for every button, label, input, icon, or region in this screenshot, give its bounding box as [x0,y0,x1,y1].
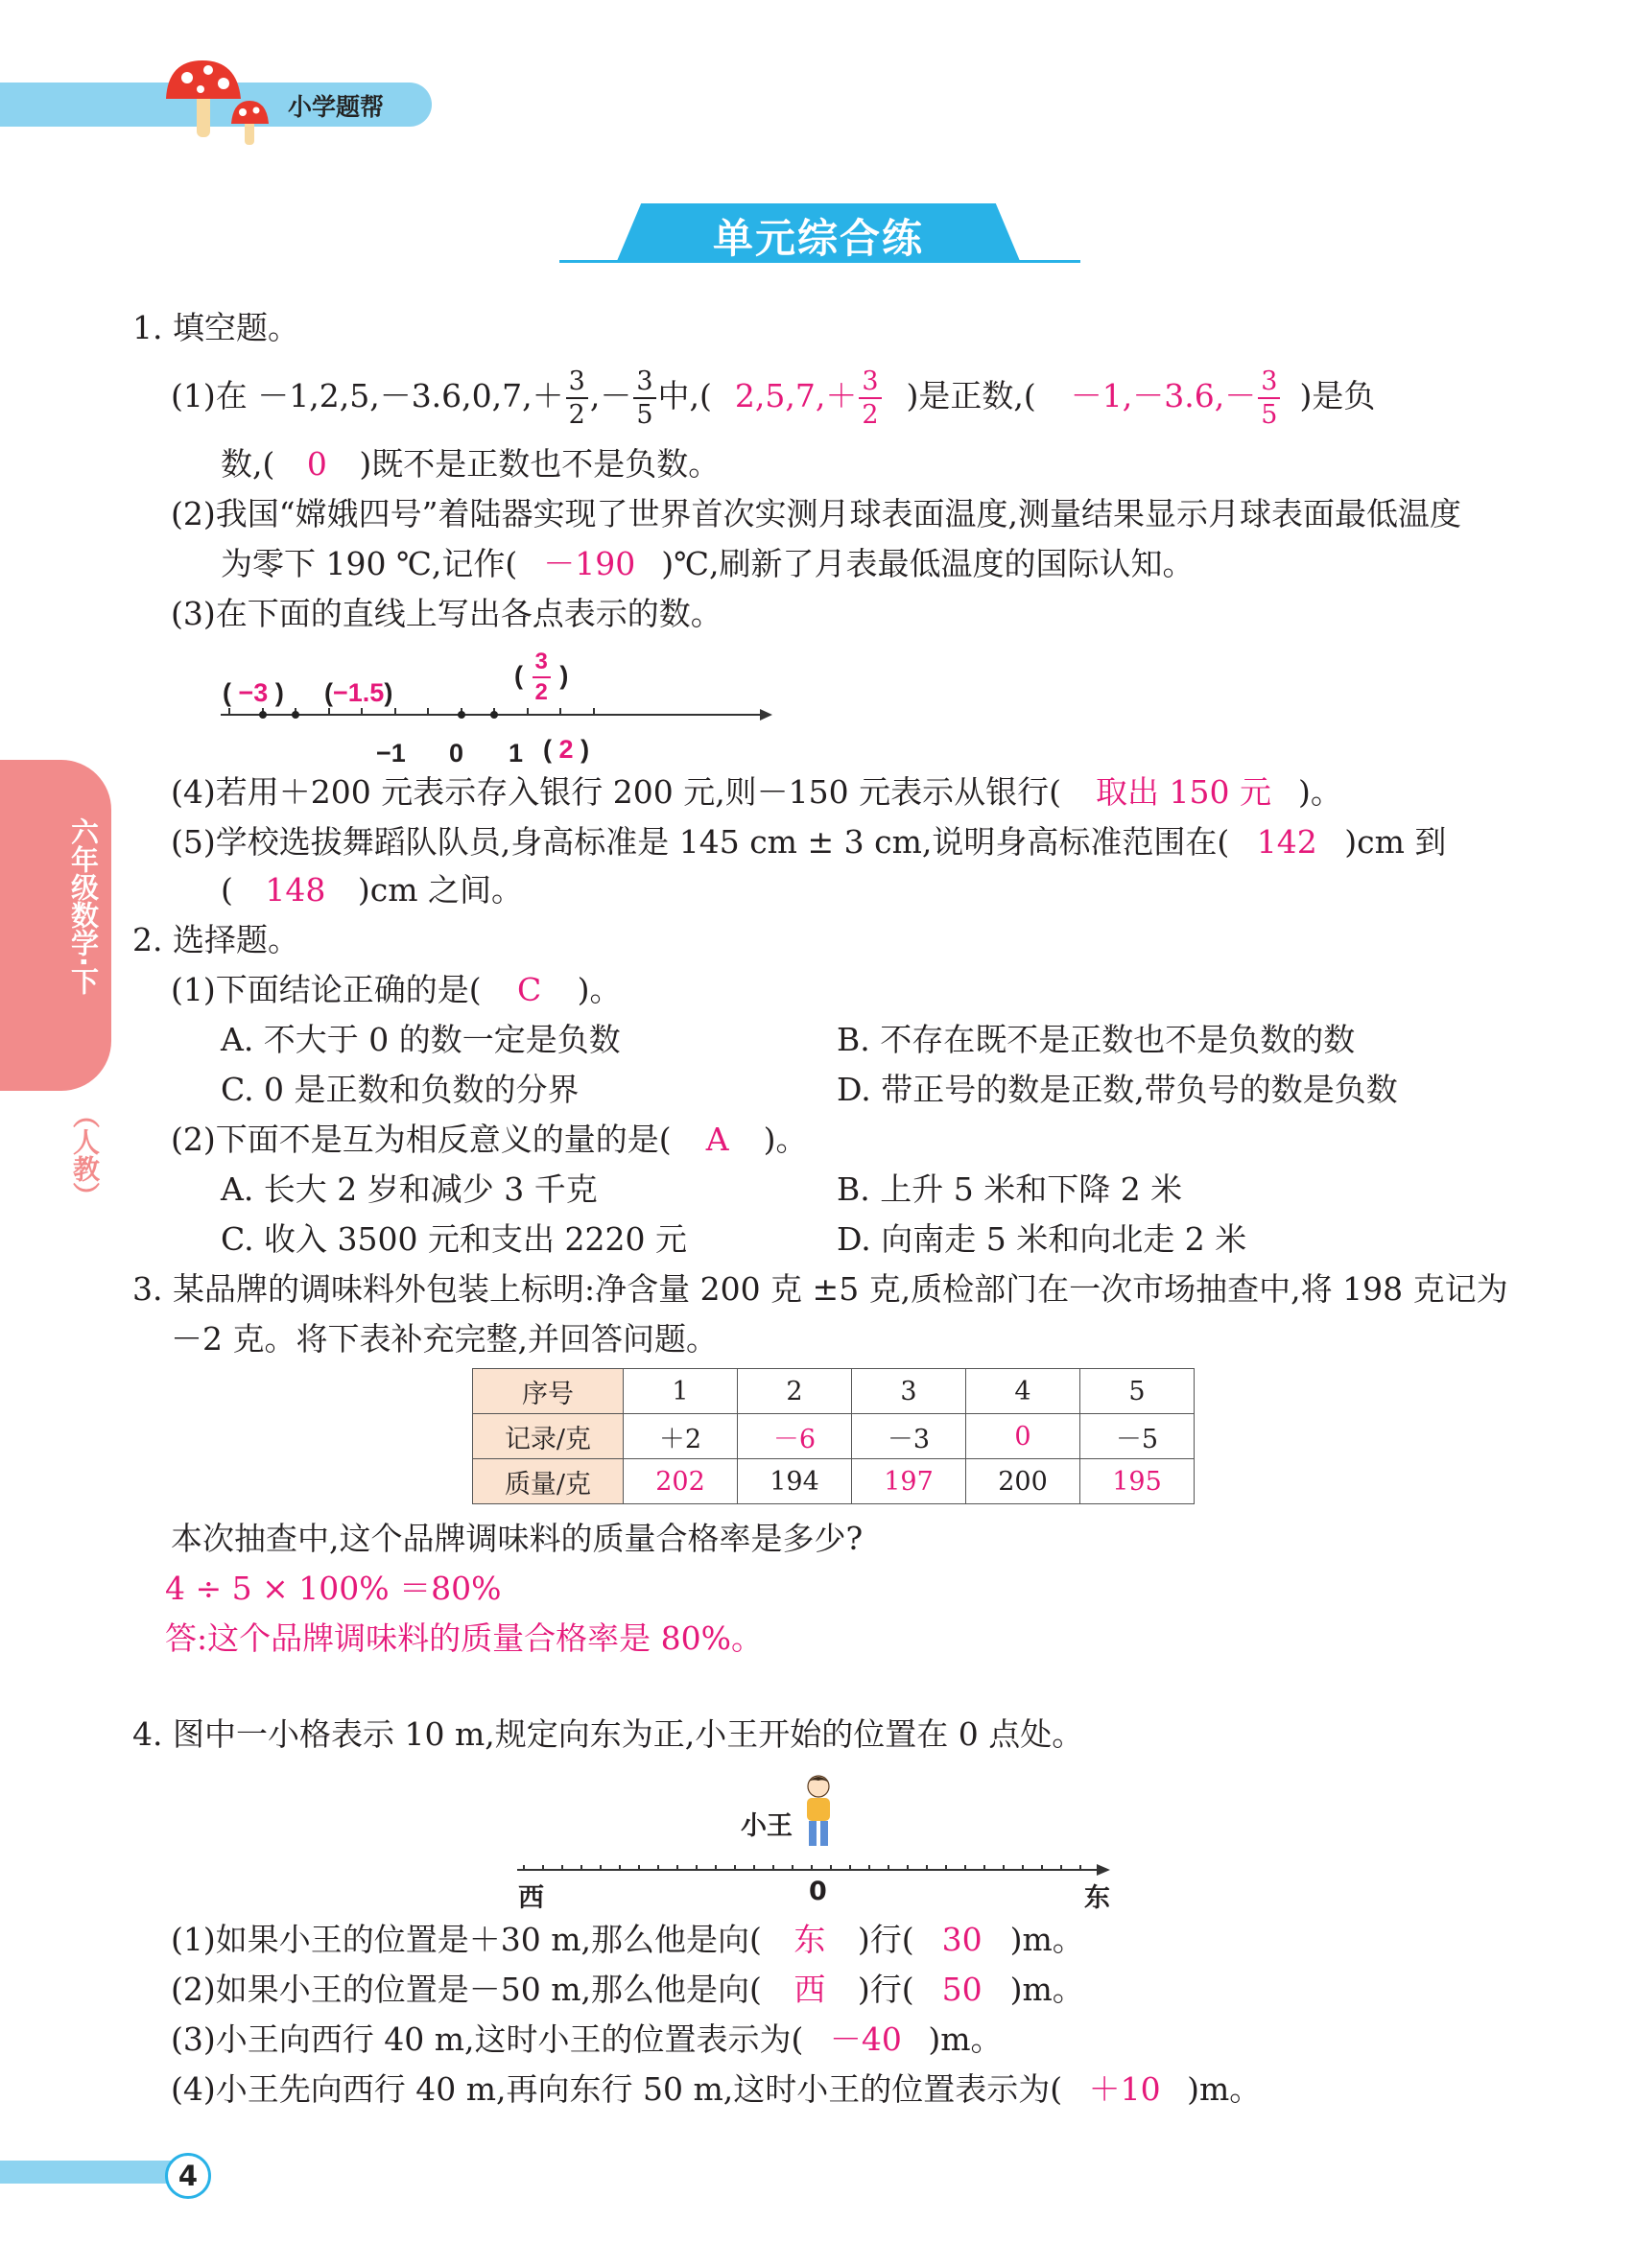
q1-p3-tick-0: 0 [449,739,464,768]
tick-mark [638,1865,640,1871]
tick-mark [734,1865,736,1871]
q4-east-label: 东 [1084,1883,1110,1913]
q2-p1-option-d: D. 带正号的数是正数,带负号的数是负数 [837,1071,1398,1108]
q4-p1-ans-distance: 30 [941,1921,983,1958]
q4-person-label: 小王 [741,1811,793,1841]
tick-mark [1060,1865,1062,1871]
section-title: 单元综合练 [712,215,924,262]
mushroom-logo-icon [158,53,278,149]
q2-p1-ans: C [517,971,542,1008]
q3-line2: －2 克。将下表补充完整,并回答问题。 [171,1320,718,1358]
record-cell: －5 [1080,1414,1195,1459]
record-cell: ＋2 [624,1414,738,1459]
q4-p1: (1)如果小王的位置是＋30 m,那么他是向( 东 )行( 30 )m。 [171,1919,1084,1961]
q2-p2-ans: A [705,1121,729,1158]
tick-mark [542,1865,544,1871]
tick-mark [523,1865,525,1871]
table-header-index: 序号 [473,1369,624,1414]
tick-mark [427,708,429,715]
mass-cell: 194 [738,1459,852,1504]
q2-p1-option-a: A. 不大于 0 的数一定是负数 [221,1021,621,1058]
table-header-mass: 质量/克 [473,1459,624,1504]
q2-p1-option-c: C. 0 是正数和负数的分界 [221,1071,580,1108]
q1-p5-line2: ( 148 )cm 之间。 [221,869,523,911]
tick-mark [361,708,363,715]
q2-p2-option-a: A. 长大 2 岁和减少 3 千克 [221,1170,598,1208]
tick-mark [580,1865,582,1871]
q1-p1-frac2: $\frac{3}{5}$ [633,368,655,428]
q4-p2: (2)如果小王的位置是－50 m,那么他是向( 西 )行( 50 )m。 [171,1969,1084,2011]
tick-mark [600,1865,602,1871]
q4-p3: (3)小王向西行 40 m,这时小王的位置表示为( －40 )m。 [171,2019,1003,2061]
side-tab-edition: （人教） [69,1101,101,1209]
q3-line1: 3. 某品牌的调味料外包装上标明:净含量 200 克 ±5 克,质检部门在一次市场抽查中,将 198 克记为 [132,1270,1508,1308]
q1-p1-prefix: (1)在 －1,2,5,－3.6,0,7,＋ [171,377,564,414]
q1-p3-tick-neg1: −1 [376,739,406,768]
tick-mark [593,708,595,715]
q3-calc: 4 ÷ 5 × 100% ＝80% [165,1570,502,1607]
point-dot [259,711,267,719]
point-dot [490,711,498,719]
q1-p1-ans-negative: －1,－3.6,－ $\frac{3}{5}$ [1036,363,1300,430]
tick-mark [983,1865,985,1871]
q1-p4-ans: 取出 150 元 [1096,773,1271,811]
tick-mark [561,1865,563,1871]
q1-p2-line2: 为零下 190 ℃,记作( －190 )℃,刷新了月表最低温度的国际认知。 [221,543,1195,585]
tick-mark [811,1865,813,1871]
record-cell-answer: －6 [738,1414,852,1459]
q1-title: 1. 填空题。 [132,309,299,346]
q3-question: 本次抽查中,这个品牌调味料的质量合格率是多少? [171,1520,864,1557]
side-tab-grade: 六年级数学·下 [67,817,100,996]
point-dot [458,711,465,719]
q2-p1-option-b: B. 不存在既不是正数也不是负数的数 [837,1021,1356,1058]
mass-cell-answer: 197 [852,1459,966,1504]
tick-mark [619,1865,621,1871]
tick-mark [394,708,396,715]
tick-mark [830,1865,832,1871]
q1-p5-line1: (5)学校选拔舞蹈队队员,身高标准是 145 cm ± 3 cm,说明身高标准范围在( 142 )cm 到 [171,821,1446,863]
table-row [473,1414,1195,1459]
q3-answer: 答:这个品牌调味料的质量合格率是 80%。 [165,1619,763,1657]
tick-mark [657,1865,659,1871]
tick-mark [907,1865,909,1871]
q2-p1-stem: (1)下面结论正确的是( C )。 [171,969,622,1011]
q1-p3-label-b: (−1.5) [324,678,393,707]
tick-mark [753,1865,755,1871]
tick-mark [772,1865,774,1871]
q4-p3-ans: －40 [829,2020,902,2058]
q4-p2-ans-distance: 50 [941,1971,983,2008]
q1-p3-tick-1: 1 [509,739,524,768]
q1-p4: (4)若用＋200 元表示存入银行 200 元,则－150 元表示从银行( 取出 150 元 )。 [171,771,1342,814]
tick-mark [559,708,561,715]
q1-p1-frac1: $\frac{3}{2}$ [566,368,588,428]
q4-p2-ans-direction: 西 [793,1971,826,2008]
record-cell: －3 [852,1414,966,1459]
q3-table [472,1368,1195,1504]
q2-title: 2. 选择题。 [132,921,299,958]
tick-mark [1079,1865,1081,1871]
tick-mark [527,708,529,715]
q2-p2-option-c: C. 收入 3500 元和支出 2220 元 [221,1220,687,1258]
tick-mark [328,708,330,715]
record-cell-answer: 0 [966,1414,1080,1459]
q1-p2-line1: (2)我国“嫦娥四号”着陆器实现了世界首次实测月球表面温度,测量结果显示月球表面最低温度 [171,495,1461,532]
tick-mark [715,1865,717,1871]
q1-p3-ans-b: −1.5 [333,678,385,707]
tick-mark [228,708,230,715]
q1-p3-ans-c: $\frac{3}{2}$ [533,650,551,704]
q2-p2-option-d: D. 向南走 5 米和向北走 2 米 [837,1220,1247,1258]
tick-mark [964,1865,966,1871]
tick-mark [945,1865,947,1871]
q1-p3-label-a: ( −3 ) [223,678,284,707]
q2-p2-stem: (2)下面不是互为相反意义的量的是( A )。 [171,1119,808,1161]
tick-mark [792,1865,793,1871]
q4-west-label: 西 [518,1883,544,1913]
brand-name: 小学题帮 [288,93,385,121]
mass-cell-answer: 195 [1080,1459,1195,1504]
q4-p4: (4)小王先向西行 40 m,再向东行 50 m,这时小王的位置表示为( ＋10 )m。 [171,2068,1261,2111]
mass-cell: 200 [966,1459,1080,1504]
tick-mark [868,1865,870,1871]
q1-p3-ans-a: −3 [238,678,269,707]
q4-title: 4. 图中一小格表示 10 m,规定向东为正,小王开始的位置在 0 点处。 [132,1715,1084,1753]
q4-p1-ans-direction: 东 [793,1921,826,1958]
q1-p2-ans: －190 [543,545,636,582]
q1-p1-ans-zero: 0 [306,445,327,483]
q1-p1-line1: (1)在 －1,2,5,－3.6,0,7,＋ $\frac{3}{2}$ ,－ $\frac{3}{5}$ 中,( 2,5,7,＋ $\frac{3}{2}$ )是正数,( －1,－3.6,－ $\frac{3}{5}$ )是负 [171,363,1375,430]
tick-mark [888,1865,889,1871]
page-number: 4 [165,2153,211,2199]
point-dot [292,711,299,719]
q1-p5-ans1: 142 [1256,823,1317,861]
q2-p2-option-b: B. 上升 5 米和下降 2 米 [837,1170,1183,1208]
q1-p3-text: (3)在下面的直线上写出各点表示的数。 [171,595,722,632]
person-icon [794,1773,842,1850]
q1-p3-label-c: ( $\frac{3}{2}$ ) [514,648,569,705]
table-row: 序号 1 2 3 4 5 [473,1369,1195,1414]
tick-mark [1041,1865,1043,1871]
q1-p5-ans2: 148 [265,871,326,909]
q4-zero-label: 0 [809,1877,827,1906]
tick-mark [696,1865,698,1871]
q1-p1-line2: 数,( 0 )既不是正数也不是负数。 [221,443,720,485]
mass-cell-answer: 202 [624,1459,738,1504]
q1-p3-ans-d: 2 [558,735,574,764]
q4-p4-ans: ＋10 [1088,2070,1161,2108]
tick-mark [1003,1865,1005,1871]
table-header-record: 记录/克 [473,1414,624,1459]
tick-mark [1022,1865,1024,1871]
table-row [473,1459,1195,1504]
q1-p3-label-d: ( 2 ) [543,735,590,764]
tick-mark [926,1865,928,1871]
q1-p1-ans-positive: 2,5,7,＋ $\frac{3}{2}$ [712,363,907,430]
tick-mark [849,1865,851,1871]
tick-mark [676,1865,678,1871]
